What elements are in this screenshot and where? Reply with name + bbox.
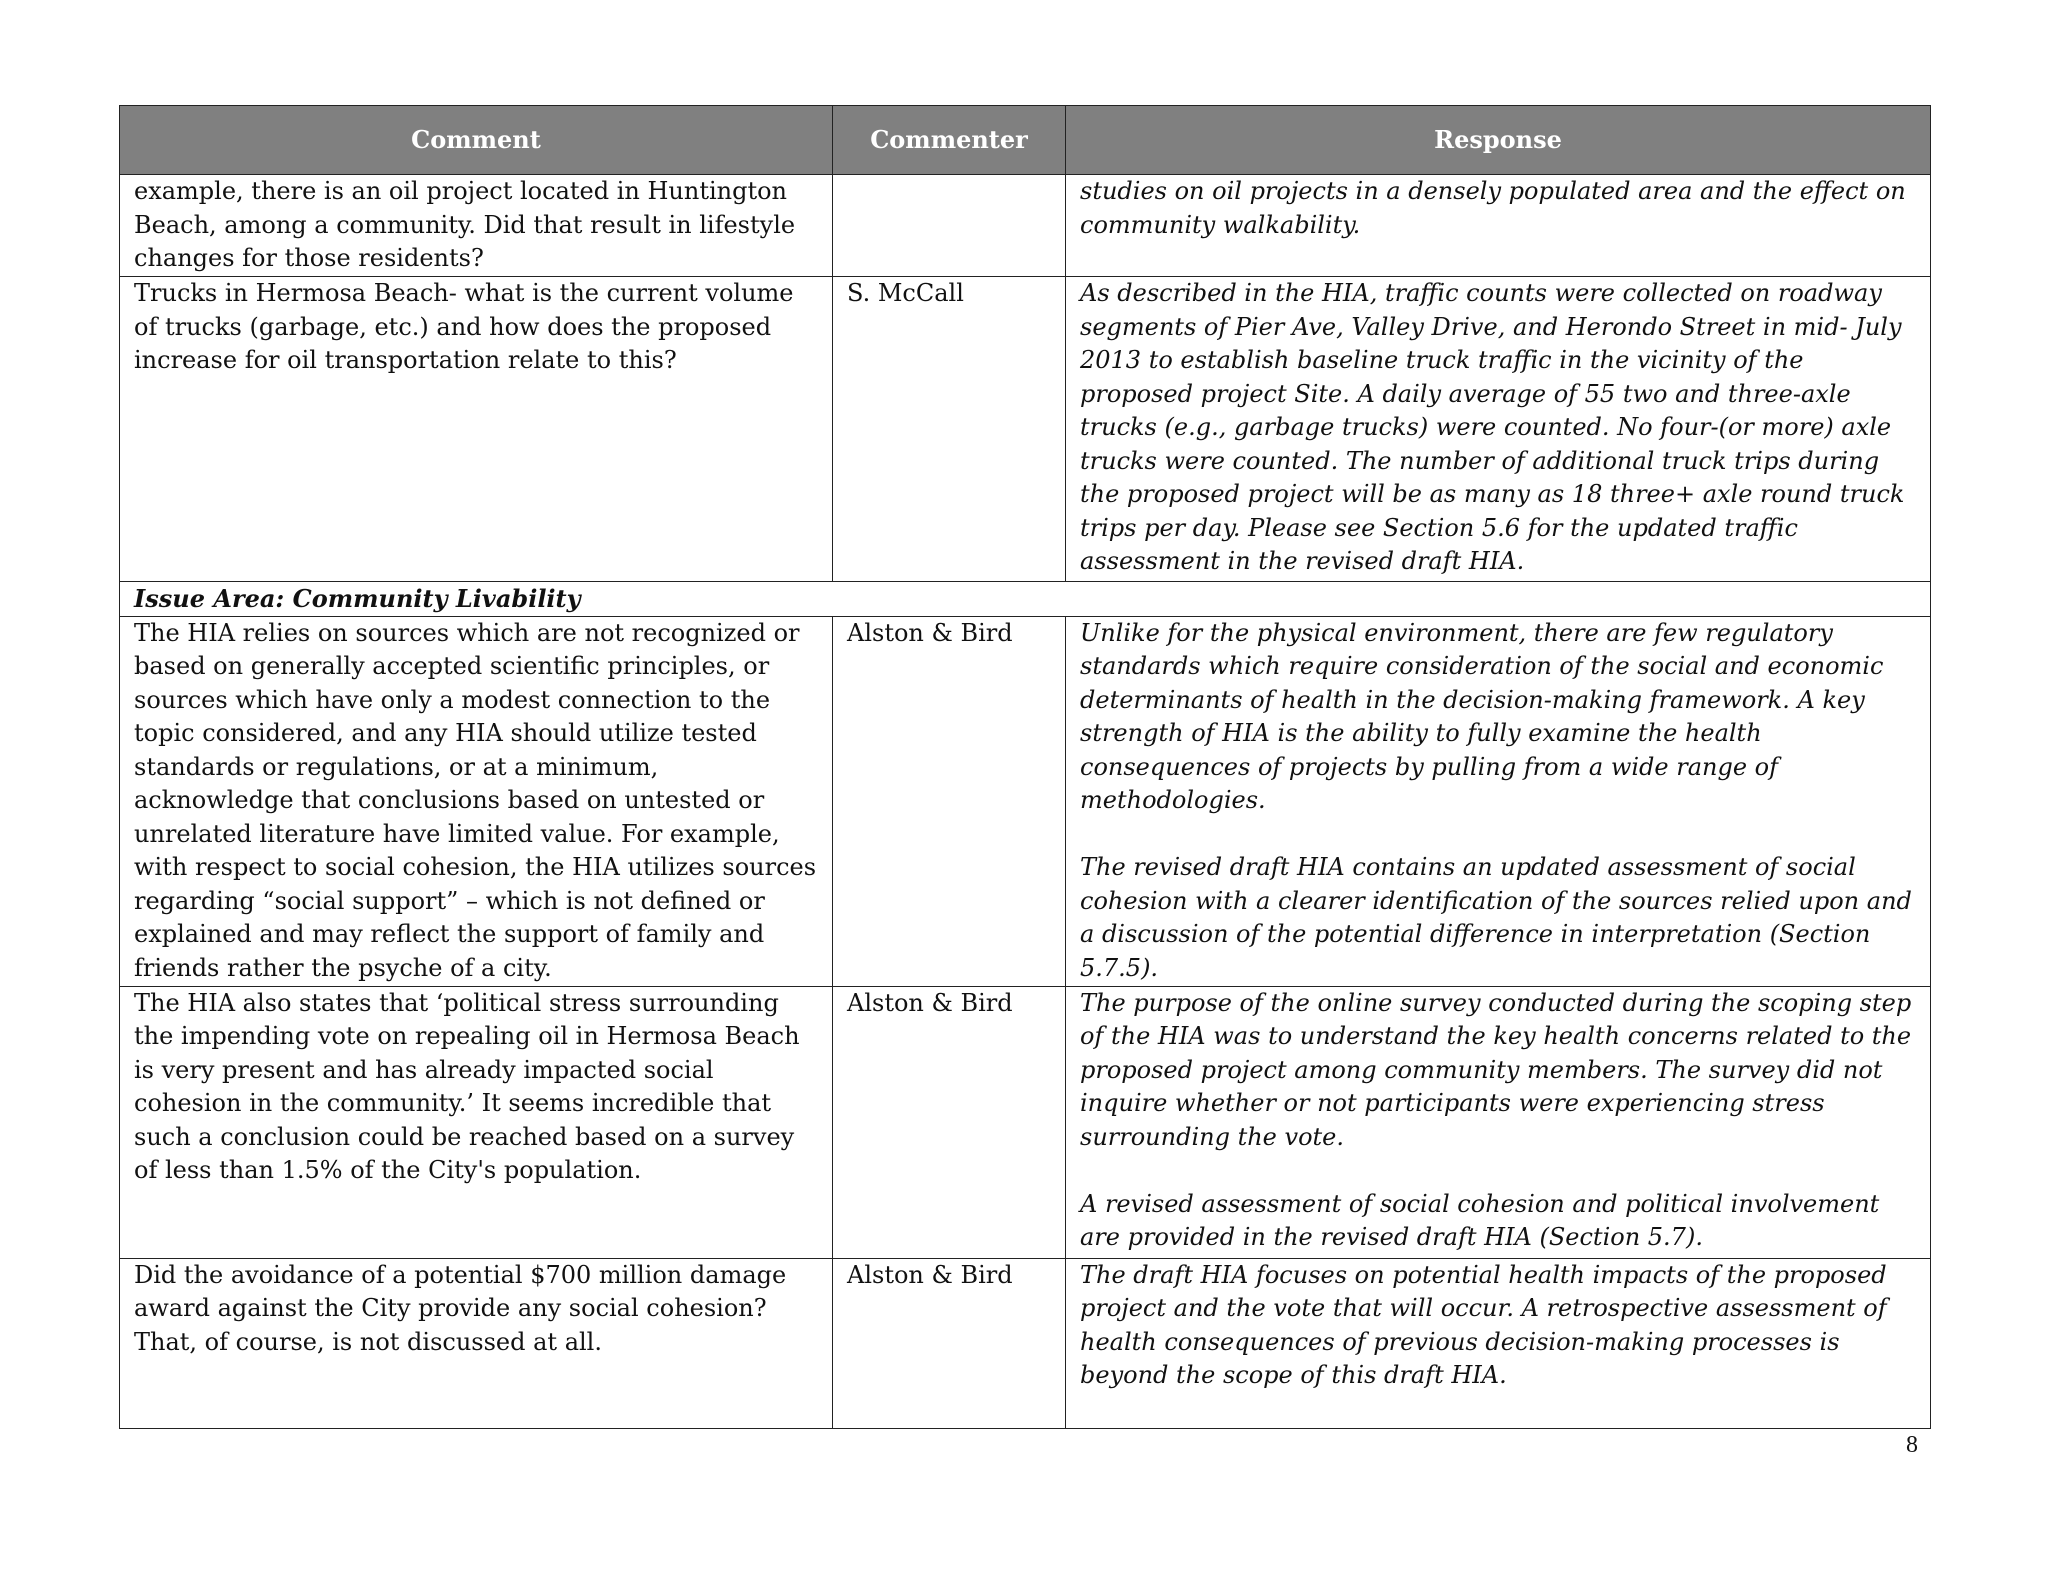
commenter-cell: S. McCall <box>833 277 1066 582</box>
header-response: Response <box>1066 106 1931 175</box>
header-comment: Comment <box>120 106 833 175</box>
header-commenter: Commenter <box>833 106 1066 175</box>
response-cell <box>1066 616 1931 986</box>
issue-area-row <box>120 582 1931 617</box>
commenter-cell: Alston & Bird <box>833 986 1066 1258</box>
response-paragraph: The purpose of the online survey conducted during the scoping step of the HIA was to understand the key health concerns related to the proposed project among community members. The survey did not inquire whether or not participants were experiencing stress surrounding the vote. <box>1080 988 1912 1151</box>
page-number: 8 <box>1906 1432 1918 1458</box>
response-paragraph: Unlike for the physical environment, there are few regulatory standards which require consideration of the social and economic determinants of health in the decision-making framework. A key strength of HIA is the ability to fully examine the health consequences of projects by pulling from a wide range of methodologies. <box>1080 618 1884 814</box>
response-cell <box>1066 175 1931 277</box>
table-row <box>120 175 1931 277</box>
commenter-cell: Alston & Bird <box>833 616 1066 986</box>
comment-cell: example, there is an oil project located in Huntington Beach, among a community. Did that result in lifestyle changes for those residents? <box>120 175 833 277</box>
table-row <box>120 277 1931 582</box>
table-row <box>120 1258 1931 1428</box>
issue-area-heading: Issue Area: Community Livability <box>120 582 1931 617</box>
response-paragraph: studies on oil projects in a densely populated area and the effect on community walkability. <box>1080 177 1906 239</box>
response-cell <box>1066 1258 1931 1428</box>
response-paragraph: As described in the HIA, traffic counts were collected on roadway segments of Pier Ave, Valley Drive, and Herondo Street in mid- July 2013 to establish baseline truck traffic in the vicinity of the proposed project Site. A daily average of 55 two and three-axle trucks (e.g., garbage trucks) were counted. No four-(or more) axle trucks were counted. The number of additional truck trips during the proposed project will be as many as 18 three+ axle round truck trips per day. Please see Section 5.6 for the updated traffic assessment in the revised draft HIA. <box>1080 279 1905 575</box>
comment-cell: The HIA relies on sources which are not recognized or based on generally accepted scientific principles, or sources which have only a modest connection to the topic considered, and any HIA should utilize tested standards or regulations, or at a minimum, acknowledge that conclusions based on untested or unrelated literature have limited value. For example, with respect to social cohesion, the HIA utilizes sources regarding “social support” – which is not defined or explained and may reflect the support of family and friends rather the psyche of a city. <box>120 616 833 986</box>
response-cell <box>1066 986 1931 1258</box>
table-row <box>120 616 1931 986</box>
table-row <box>120 986 1931 1258</box>
comment-response-table <box>119 105 1931 1429</box>
response-paragraph: A revised assessment of social cohesion and political involvement are provided in the revised draft HIA (Section 5.7). <box>1080 1189 1880 1251</box>
response-cell <box>1066 277 1931 582</box>
response-paragraph: The draft HIA focuses on potential health impacts of the proposed project and the vote that will occur. A retrospective assessment of health consequences of previous decision-making processes is beyond the scope of this draft HIA. <box>1080 1260 1887 1389</box>
comment-cell: Trucks in Hermosa Beach- what is the current volume of trucks (garbage, etc.) and how does the proposed increase for oil transportation relate to this? <box>120 277 833 582</box>
commenter-cell <box>833 175 1066 277</box>
response-paragraph: The revised draft HIA contains an updated assessment of social cohesion with a clearer identification of the sources relied upon and a discussion of the potential difference in interpretation (Section 5.7.5). <box>1080 853 1912 982</box>
comment-cell: The HIA also states that ‘political stress surrounding the impending vote on repealing oil in Hermosa Beach is very present and has already impacted social cohesion in the community.’ It seems incredible that such a conclusion could be reached based on a survey of less than 1.5% of the City's population. <box>120 986 833 1258</box>
comment-cell: Did the avoidance of a potential $700 million damage award against the City provide any social cohesion? That, of course, is not discussed at all. <box>120 1258 833 1428</box>
header-row <box>120 106 1931 175</box>
commenter-cell: Alston & Bird <box>833 1258 1066 1428</box>
